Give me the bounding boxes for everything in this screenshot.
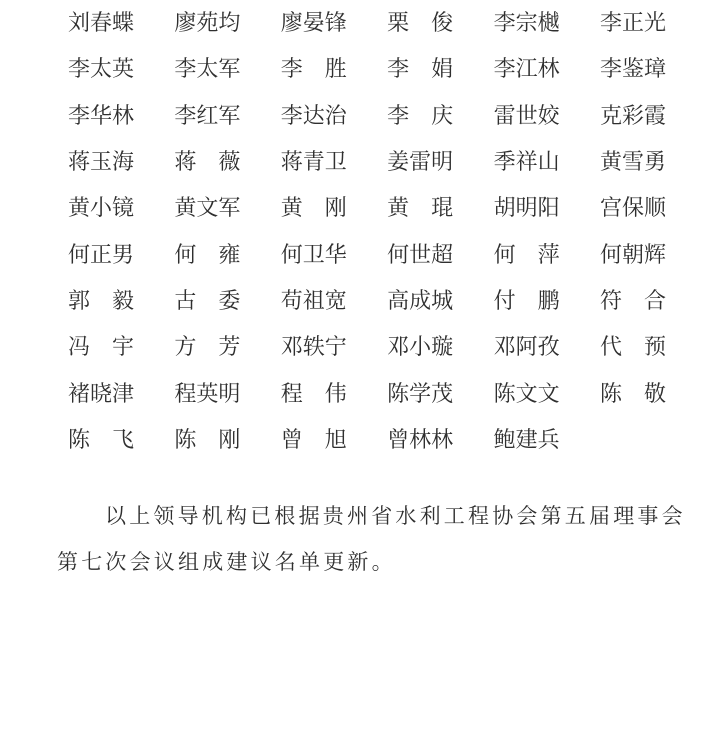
- member-name: 邓轶宁: [280, 334, 347, 360]
- member-name: 李太英: [68, 56, 135, 82]
- member-name: 李正光: [599, 10, 666, 36]
- member-name: 郭 毅: [68, 287, 135, 313]
- member-name: 程 伟: [280, 380, 347, 406]
- member-name: 鲍建兵: [493, 426, 560, 452]
- member-name: 高成城: [387, 287, 454, 313]
- member-name: 李达治: [280, 102, 347, 128]
- member-name: 刘春蝶: [68, 10, 135, 36]
- member-name: 黄 刚: [280, 195, 347, 221]
- member-name: 冯 宇: [68, 334, 135, 360]
- member-name: 季祥山: [493, 149, 560, 175]
- member-name: 何 萍: [493, 241, 560, 267]
- member-name: 褚晓津: [68, 380, 135, 406]
- member-name: 陈 敬: [599, 380, 666, 406]
- member-name: 何 雍: [174, 241, 241, 267]
- member-name: 李红军: [174, 102, 241, 128]
- member-name: 何卫华: [280, 241, 347, 267]
- member-name: 代 预: [599, 334, 666, 360]
- member-name: 陈 飞: [68, 426, 135, 452]
- member-name: 胡明阳: [493, 195, 560, 221]
- member-name: 黄雪勇: [599, 149, 666, 175]
- member-name: 栗 俊: [387, 10, 454, 36]
- member-name: 李鉴璋: [599, 56, 666, 82]
- member-name: 李 胜: [280, 56, 347, 82]
- member-name: 蒋青卫: [280, 149, 347, 175]
- member-name: 曾林林: [387, 426, 454, 452]
- member-name-grid: [68, 0, 666, 463]
- member-name: 黄文军: [174, 195, 241, 221]
- member-name: 蒋玉海: [68, 149, 135, 175]
- member-name: 曾 旭: [280, 426, 347, 452]
- member-name: 克彩霞: [599, 102, 666, 128]
- member-name: 雷世姣: [493, 102, 560, 128]
- member-name: 付 鹏: [493, 287, 560, 313]
- member-name: 黄小镜: [68, 195, 135, 221]
- member-name: 蒋 薇: [174, 149, 241, 175]
- member-name: 姜雷明: [387, 149, 454, 175]
- member-name: 李宗樾: [493, 10, 560, 36]
- member-name: 何朝辉: [599, 241, 666, 267]
- member-name: 黄 琨: [387, 195, 454, 221]
- member-name: 李 庆: [387, 102, 454, 128]
- member-name: 苟祖宽: [280, 287, 347, 313]
- closing-paragraph: 以上领导机构已根据贵州省水利工程协会第五届理事会第七次会议组成建议名单更新。: [57, 504, 686, 575]
- member-name: 李江林: [493, 56, 560, 82]
- member-name: 廖晏锋: [280, 10, 347, 36]
- member-name: 何正男: [68, 241, 135, 267]
- member-name: 程英明: [174, 380, 241, 406]
- member-name: 陈文文: [493, 380, 560, 406]
- member-name: 古 委: [174, 287, 241, 313]
- member-name: 陈学茂: [387, 380, 454, 406]
- member-name: 何世超: [387, 241, 454, 267]
- member-name: 李太军: [174, 56, 241, 82]
- member-name: 李华林: [68, 102, 135, 128]
- member-name: 邓阿孜: [493, 334, 560, 360]
- member-name: 廖苑均: [174, 10, 241, 36]
- member-name: 符 合: [599, 287, 666, 313]
- member-name: 宫保顺: [599, 195, 666, 221]
- member-name: 方 芳: [174, 334, 241, 360]
- member-name: 邓小璇: [387, 334, 454, 360]
- member-name: 李 娟: [387, 56, 454, 82]
- member-name: 陈 刚: [174, 426, 241, 452]
